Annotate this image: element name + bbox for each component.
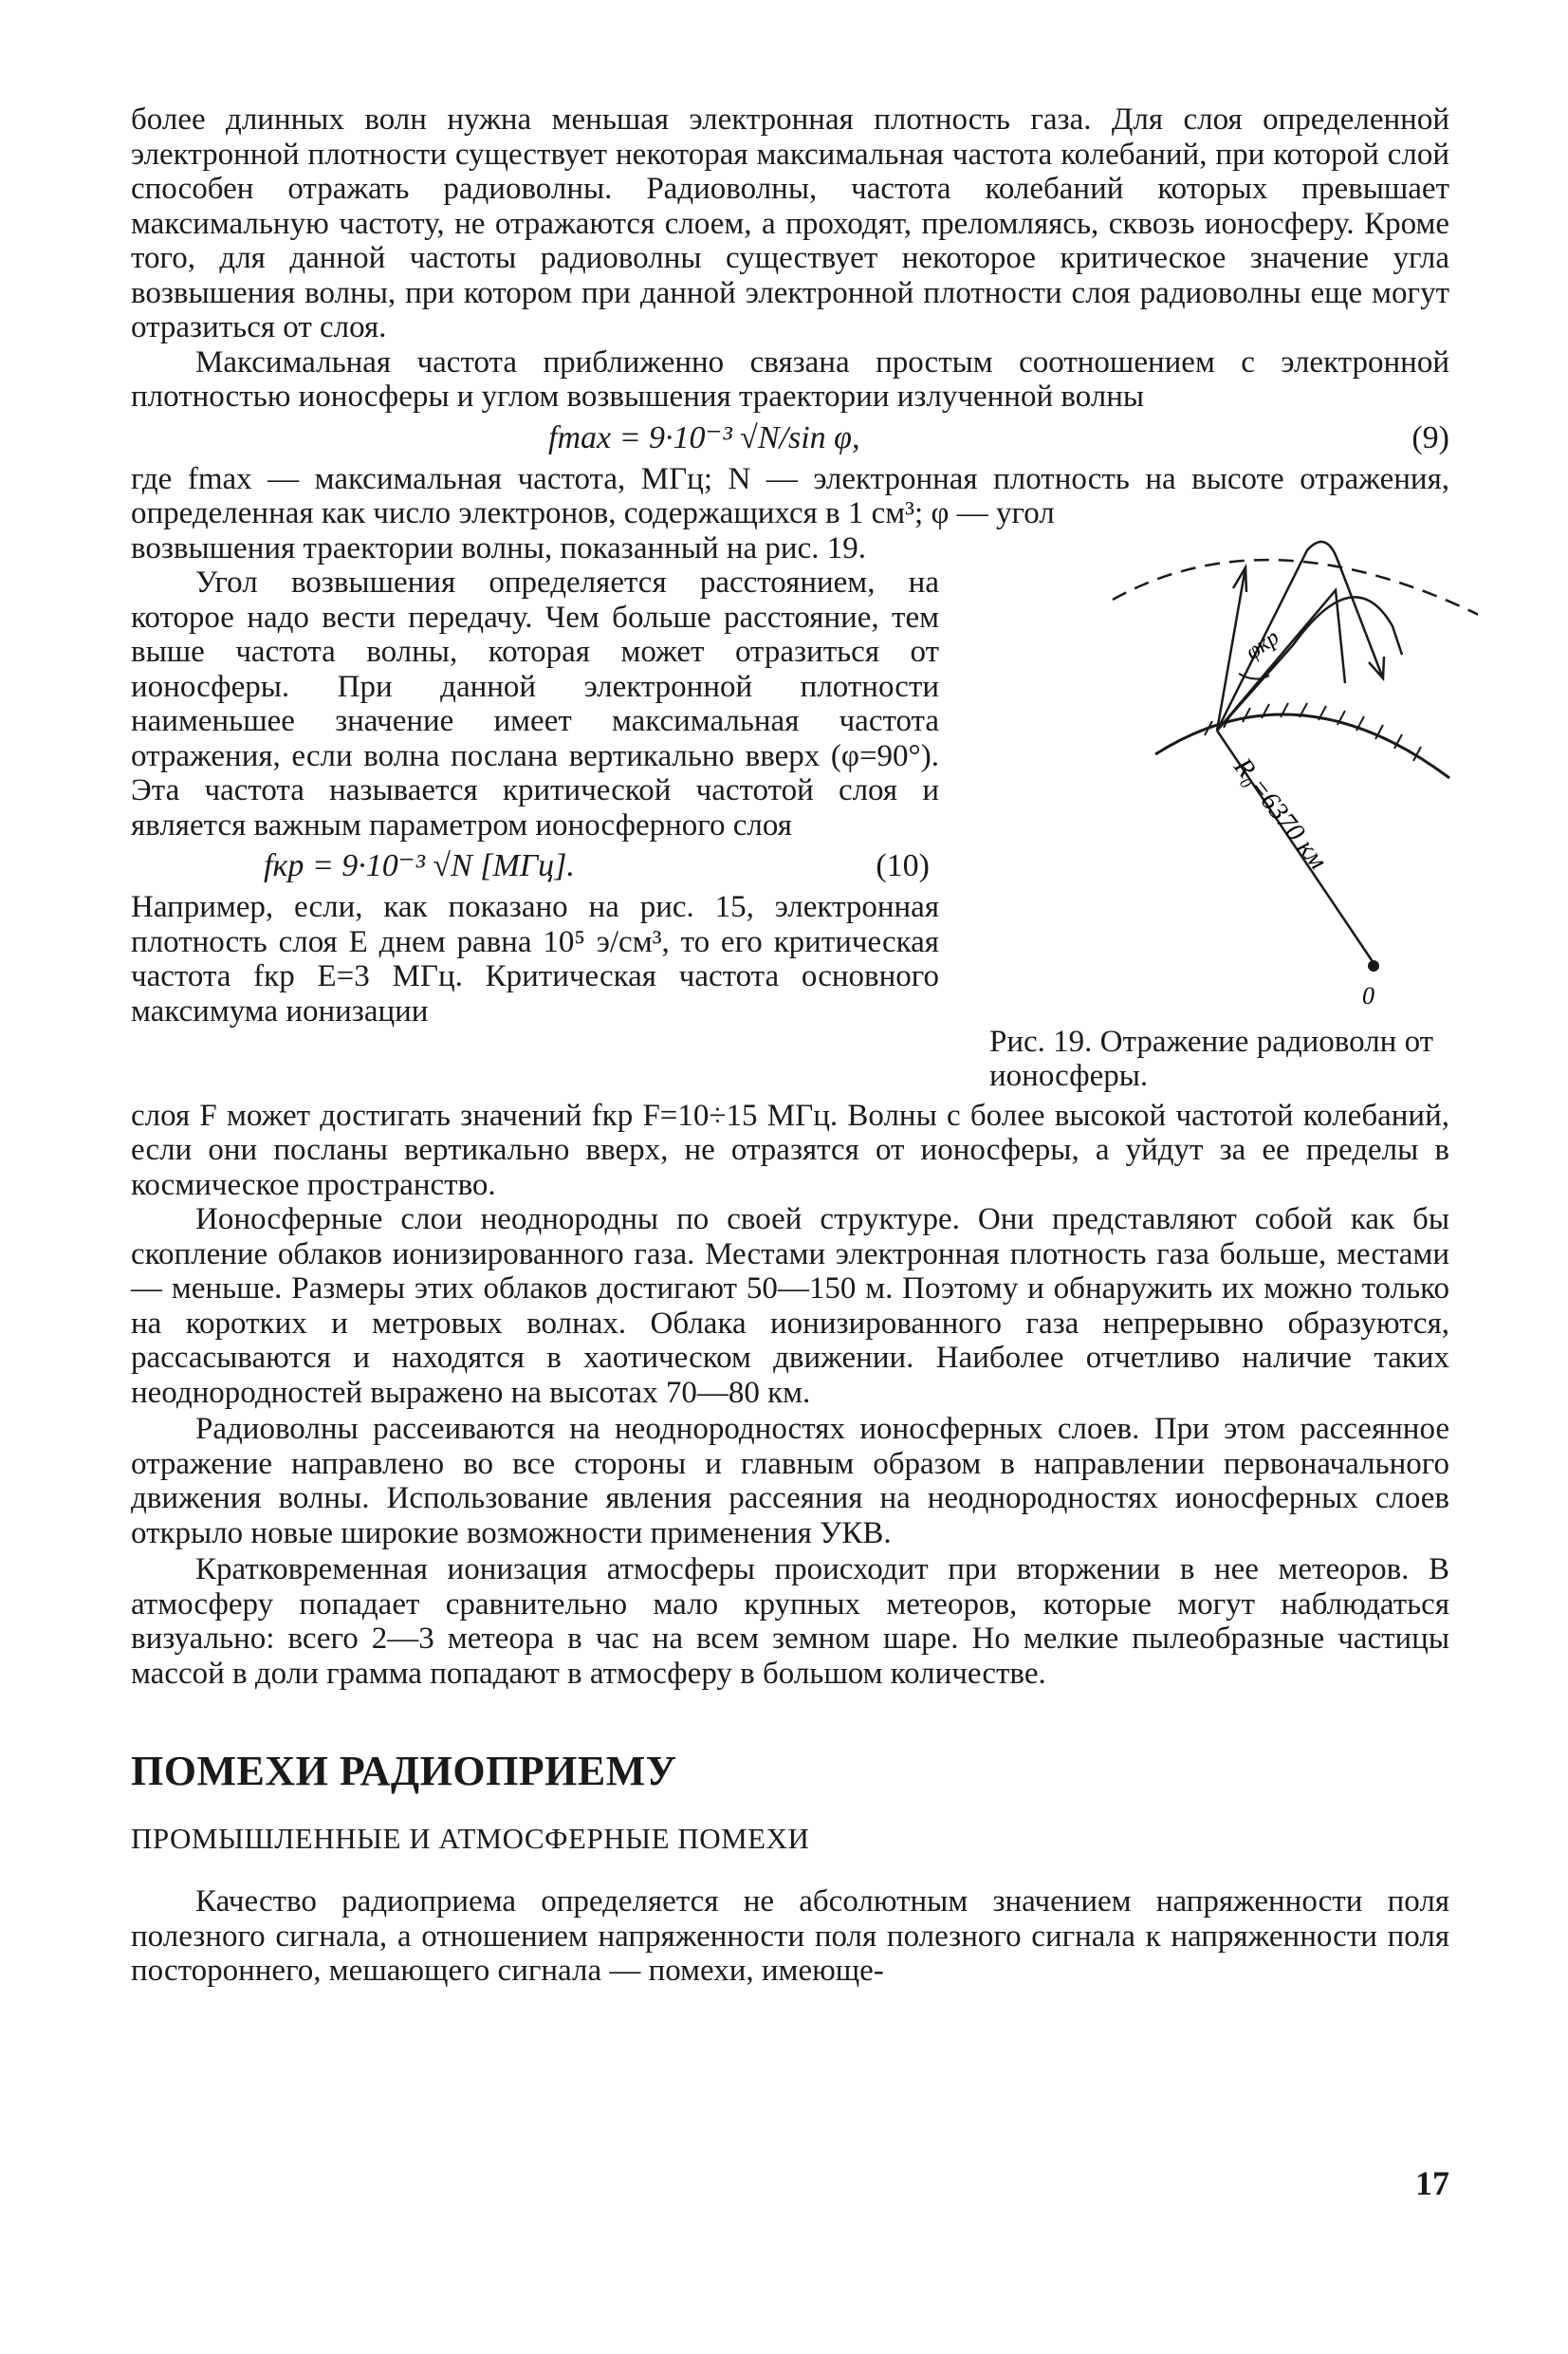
two-column-block: [131, 531, 1449, 1148]
paragraph-layers: Ионосферные слои неоднородны по своей структуре. Они представляют собой как бы скопление облаков ионизированного газа. Местами электронная плотность газа больше, местами — меньше. Размеры этих облаков достигают 50—150 м. Поэтому и обнаружить их можно только на коротких и метровых волнах. Облака ионизированного газа непрерывно образуются, рассасываются и находятся в хаотическом движении. Наиболее отчетливо наличие таких неоднородностей выражено на высотах 70—80 км.: [131, 1202, 1449, 1410]
subsection-heading: ПРОМЫШЛЕННЫЕ И АТМОСФЕРНЫЕ ПОМЕХИ: [131, 1822, 810, 1855]
formula-9-number: (9): [1411, 419, 1449, 455]
center-label: 0: [1362, 981, 1374, 1010]
paragraph-intro: более длинных волн нужна меньшая электронная плотность газа. Для слоя определенной электронной плотности существует некоторая максимальная частота колебаний, при которой слой способен отражать радиоволны. Радиоволны, частота колебаний которых превышает максимальную частоту, не отражаются слоем, а проходят, преломляясь, сквозь ионосферу. Кроме того, для данной частоты радиоволны существует некоторое критическое значение угла возвышения волны, при котором при данной электронной плотности слоя радиоволны еще могут отразиться от слоя.: [131, 102, 1449, 344]
ionosphere-arc: [1113, 560, 1478, 617]
paragraph-where: где fmax — максимальная частота, МГц; N — электронная плотность на высоте отражения, определенная как число электронов, содержащихся в 1 см³; φ — угол: [131, 461, 1449, 530]
paragraph-where-continued: возвышения траектории волны, показанный на рис. 19.: [131, 530, 866, 565]
vertical-ray: [1217, 567, 1245, 731]
radius-label: R₀=6370 км: [1227, 751, 1333, 875]
paragraph-meteors: Кратковременная ионизация атмосферы происходит при вторжении в нее метеоров. В атмосферу попадает сравнительно мало крупных метеоров, которые могут наблюдаться визуально: всего 2—3 метеора в час на всем земном шаре. Но мелкие пылеобразные частицы массой в доли грамма попадают в атмосферу в большом количестве.: [131, 1552, 1449, 1691]
earth-surface-arc: [1155, 714, 1449, 778]
formula-10-number: (10): [876, 848, 930, 883]
earth-hatching: [1205, 703, 1421, 761]
formula-9: [131, 415, 1449, 462]
phi-label: φкр: [1241, 624, 1284, 665]
paragraph-angle: Угол возвышения определяется расстоянием, на которое надо вести передачу. Чем больше расстояние, тем выше частота волны, которая может отразиться от ионосферы. При данной электронной плотности наименьшее значение имеет максимальная частота отражения, если волна послана вертикально вверх (φ=90°). Эта частота называется критической частотой слоя и является важным параметром ионосферного слоя: [131, 565, 939, 843]
main-text-continued: [131, 1099, 1449, 1989]
paragraph-example-continued: слоя F может достигать значений fкр F=10÷15 МГц. Волны с более высокой частотой колебаний, если они посланы вертикально вверх, не отразятся от ионосферы, а уйдут за ее пределы в космическое пространство.: [131, 1098, 1449, 1202]
page-number: 17: [1415, 2164, 1449, 2202]
formula-9-expression: fmax = 9·10⁻³ √N/sin φ,: [548, 419, 860, 455]
earth-center-dot: [1368, 960, 1379, 972]
page-content: [131, 102, 1449, 1989]
paragraph-example: Например, если, как показано на рис. 15, электронная плотность слоя E днем равна 10⁵ э/см³, то его критическая частота fкр E=3 МГц. Критическая частота основного максимума ионизации: [131, 890, 939, 1029]
formula-10-expression: fкр = 9·10⁻³ √N [МГц].: [264, 848, 575, 883]
paragraph-max-frequency: Максимальная частота приближенно связана простым соотношением с электронной плотностью ионосферы и углом возвышения траектории излученной волны: [131, 344, 1449, 414]
section-heading: ПОМЕХИ РАДИОПРИЕМУ: [131, 1748, 677, 1794]
escaping-ray: [1217, 597, 1402, 731]
paragraph-quality: Качество радиоприема определяется не абсолютным значением напряженности поля полезного сигнала, а отношением напряженности поля полезного сигнала к напряженности поля постороннего, мешающего сигнала — помехи, имеюще-: [131, 1884, 1449, 1988]
paragraph-scatter: Радиоволны рассеиваются на неоднородностях ионосферных слоев. При этом рассеянное отражение направлено во все стороны и главным образом в направлении первоначального движения волны. Использование явления рассеяния на неоднородностях ионосферных слоев открыло новые широкие возможности применения УКВ.: [131, 1412, 1449, 1550]
formula-10: [131, 843, 939, 890]
ionosphere-diagram: [985, 531, 1478, 1025]
figure-caption: Рис. 19. Отражение радиоволн от ионосферы.: [989, 1024, 1434, 1093]
left-column: [131, 531, 939, 1029]
